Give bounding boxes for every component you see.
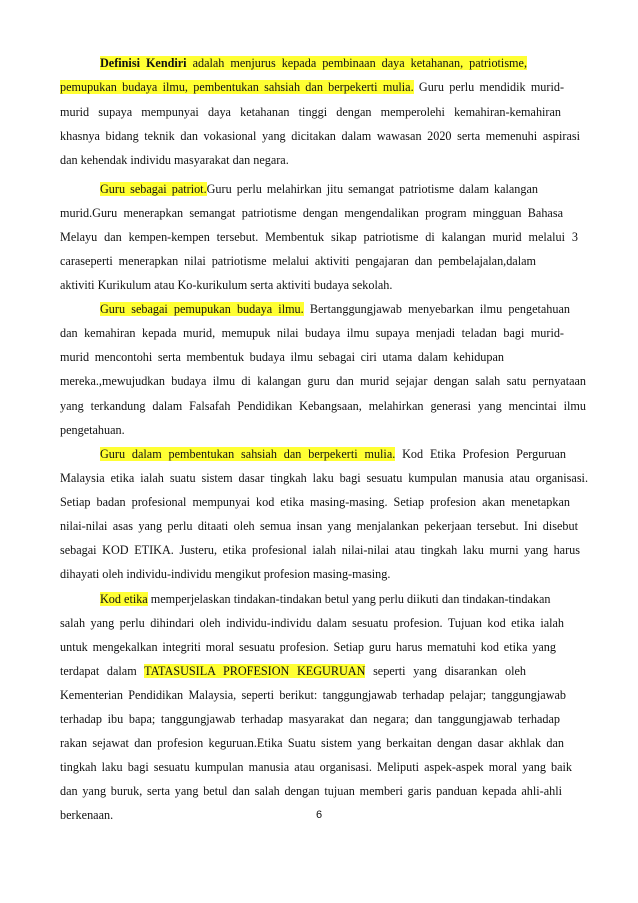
p3-line-2: dan kemahiran kepada murid, memupuk nilai budaya ilmu supaya menjadi teladan bagi murid- <box>60 326 564 340</box>
p2-line-1 <box>100 181 538 197</box>
p5-line-1-text: memperjelaskan tindakan-tindakan betul yang perlu diikuti dan tindakan-tindakan <box>147 592 551 606</box>
p4-line-1 <box>100 446 566 462</box>
p1-line-2-highlight: pemupukan budaya ilmu, pembentukan sahsiah dan berpekerti mulia. <box>60 80 414 94</box>
p3-line-1-highlight: Guru sebagai pemupukan budaya ilmu. <box>100 302 304 316</box>
term-definisi-kendiri: Definisi Kendiri <box>100 56 187 70</box>
p2-line-1-highlight: Guru sebagai patriot. <box>100 182 207 196</box>
p4-line-3: Setiap badan profesional mempunyai kod etika masing-masing. Setiap profesion akan menetapkan <box>60 495 570 509</box>
p5-line-1 <box>100 591 551 607</box>
p5-line-6: terhadap ibu bapa; tanggungjawab terhadap masyarakat dan negara; dan tanggungjawab terhadap <box>60 712 560 726</box>
p2-line-5: aktiviti Kurikulum atau Ko-kurikulum serta aktiviti budaya sekolah. <box>60 278 393 292</box>
p5-line-1-highlight: Kod etika <box>100 592 148 606</box>
p2-line-4: caraseperti menerapkan nilai patriotisme melalui aktiviti pengajaran dan pembelajalan,dalam <box>60 254 536 268</box>
p4-line-1-highlight: Guru dalam pembentukan sahsiah dan berpekerti mulia. <box>100 447 396 461</box>
p4-line-5: sebagai KOD ETIKA. Justeru, etika profesional ialah nilai-nilai atau tingkah laku murni yang harus <box>60 543 580 557</box>
p5-line-10: berkenaan. <box>60 808 114 822</box>
p1-line-3: murid supaya mempunyai daya ketahanan tinggi dengan memperolehi kemahiran-kemahiran <box>60 105 561 119</box>
p2-line-1-text: Guru perlu melahirkan jitu semangat patriotisme dalam kalangan <box>206 182 538 196</box>
p2-line-3: Melayu dan kempen-kempen tersebut. Membentuk sikap patriotisme di kalangan murid melalui 3 <box>60 230 578 244</box>
p1-line-1-text: adalah menjurus kepada pembinaan daya ketahanan, patriotisme, <box>186 56 527 70</box>
p3-line-3: murid mencontohi serta membentuk budaya ilmu sebagai ciri utama dalam kehidupan <box>60 350 504 364</box>
p5-line-2: salah yang perlu dihindari oleh individu-individu dalam sesuatu profesion. Tujuan kod etika ialah <box>60 616 564 630</box>
p4-line-6: dihayati oleh individu-individu mengikut profesion masing-masing. <box>60 567 391 581</box>
p5-line-7: rakan sejawat dan profesion keguruan.Etika Suatu sistem yang berkaitan dengan dasar akhlak dan <box>60 736 564 750</box>
p4-line-1-text: Kod Etika Profesion Perguruan <box>395 447 566 461</box>
p1-line-4: khasnya bidang teknik dan vokasional yang dicitakan dalam wawasan 2020 serta memenuhi aspirasi <box>60 129 580 143</box>
p5-line-4-highlight: TATASUSILA PROFESION KEGURUAN <box>144 664 366 678</box>
p3-line-1-text: Bertanggungjawab menyebarkan ilmu pengetahuan <box>303 302 570 316</box>
p3-line-5: yang terkandung dalam Falsafah Pendidikan Kebangsaan, melahirkan generasi yang mencintai ilmu <box>60 399 586 413</box>
p3-line-4: mereka.,mewujudkan budaya ilmu di kalangan guru dan murid sejajar dengan salah satu pernyataan <box>60 374 586 388</box>
p1-line-2 <box>60 79 564 95</box>
p4-line-4: nilai-nilai asas yang perlu ditaati oleh semua insan yang menjalankan pekerjaan tersebut. Ini disebut <box>60 519 578 533</box>
p1-line-1 <box>100 55 527 71</box>
p5-line-3: untuk mengekalkan integriti moral sesuatu profesion. Setiap guru harus mematuhi kod etika yang <box>60 640 556 654</box>
p5-line-4-rest: seperti yang disarankan oleh <box>365 664 527 678</box>
p5-line-4 <box>60 663 526 679</box>
p5-line-9: dan yang buruk, serta yang betul dan salah dengan tujuan memberi garis panduan kepada ahli-ahli <box>60 784 562 798</box>
p4-line-2: Malaysia etika ialah suatu sistem dasar tingkah laku bagi sesuatu kumpulan manusia atau organisasi. <box>60 471 588 485</box>
p5-line-5: Kementerian Pendidikan Malaysia, seperti berikut: tanggungjawab terhadap pelajar; tanggungjawab <box>60 688 566 702</box>
p1-line-2-text: Guru perlu mendidik murid- <box>413 80 564 94</box>
page-number: 6 <box>315 809 323 821</box>
p5-line-8: tingkah laku bagi sesuatu kumpulan manusia atau organisasi. Meliputi aspek-aspek moral yang baik <box>60 760 572 774</box>
p3-line-1 <box>100 301 570 317</box>
p1-line-5: dan kehendak individu masyarakat dan negara. <box>60 153 289 167</box>
p2-line-2: murid.Guru menerapkan semangat patriotisme dengan mengendalikan program mingguan Bahasa <box>60 206 563 220</box>
p3-line-6: pengetahuan. <box>60 423 125 437</box>
p5-line-4-text: terdapat dalam <box>60 664 145 678</box>
